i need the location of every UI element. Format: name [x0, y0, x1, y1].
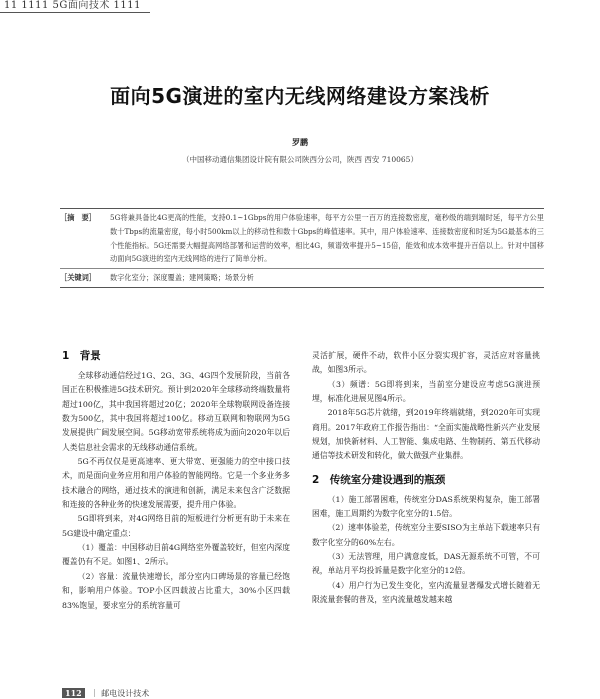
journal-name: ｜ 邮电设计技术 [90, 689, 150, 698]
abstract-row [60, 211, 544, 266]
paragraph: 5G不再仅仅是更高速率、更大带宽、更强能力的空中接口技术，而是面向业务应用和用户体验的智能网络。它是一个多业务多技术融合的网络，通过技术的演进和创新，满足未来包含广泛数据和连接的各种业务的快速发展需要，提升用户体验。 [62, 457, 290, 510]
abstract-block [60, 206, 544, 290]
paragraph: 2018年5G芯片就绪，到2019年终端就绪，到2020年可实现商用。2017年政府工作报告指出：“全面实施战略性新兴产业发展规划，加快新材料、人工智能、集成电路、生物制药、第五代移动通信等技术研发和转化，做大做强产业集群。 [312, 408, 540, 461]
section-2-heading: 2 传统室分建设遇到的瓶颈 [312, 473, 446, 486]
paragraph: 灵活扩展，硬件不动，软件小区分裂实现扩容，灵活应对容量挑战，如图3所示。 [312, 351, 540, 375]
abstract-top-rule [60, 208, 544, 209]
page-number: 112 [62, 688, 85, 698]
paragraph: （2）容量：流量快速增长，部分室内口碑场景的容量已经饱和，影响用户体验。TOP小区四载波占比重大，30%小区四载83%饱显，要求室分的系统容量可 [62, 571, 290, 610]
paragraph: （4）用户行为已发生变化，室内流量显著爆发式增长随着无限流量套餐的普及，室内流量越发越来越 [312, 580, 540, 605]
abstract-text: 5G将兼具备比4G更高的性能，支持0.1~1Gbps的用户体验速率，每平方公里一百万的连接数密度，毫秒级的端到端时延，每平方公里数十Tbps的流量密度，每小时500km以上的移动性和数十Gbps的峰值速率。其中，用户体验速率、连接数密度和时延为5G最基本的三个性能指标。5G还需要大幅提高网络部署和运营的效率，相比4G，频谱效率提升5~15倍，能效和成本效率提升百倍以上。针对中国移动面向5G演进的室内无线网络的进行了简单分析。 [110, 213, 544, 264]
header-rule [0, 12, 150, 13]
affiliation: （中国移动通信集团设计院有限公司陕西分公司，陕西 西安 710065） [182, 155, 418, 164]
section-1-heading: 1 背景 [62, 350, 101, 362]
paragraph: 全球移动通信经过1G、2G、3G、4G四个发展阶段，当前各国正在积极推进5G技术研究。预计到2020年全球移动终端数量将超过100亿，其中我国将超过20亿；2020年全球物联网设备连接数为500亿，其中我国将超过100亿。移动互联网和物联网为5G发展提供广阔发展空间。5G移动宽带系统将成为面向2020年以后人类信息社会需求的无线移动通信系统。 [62, 371, 290, 452]
abstract-bottom-rule [60, 287, 544, 288]
abstract-label: ［摘 要］ [60, 213, 96, 222]
keywords-label: ［关键词］ [60, 273, 96, 283]
paragraph: （3）频谱：5G即将到来，当前室分建设应考虑5G演进预埋，标准化进展见图4所示。 [312, 379, 540, 404]
keywords-row [60, 271, 544, 285]
paragraph: （3）无法管理，用户满意度低，DAS无源系统不可管，不可视，单站月平均投诉量是数字化室分的12倍。 [312, 552, 540, 576]
abstract-mid-rule [60, 268, 544, 269]
page-footer [62, 688, 149, 699]
author: 罗鹏 [292, 138, 308, 147]
paragraph: （1）施工部署困难，传统室分DAS系统架构复杂，施工部署困难，施工周期约为数字化室分的1.5倍。 [312, 494, 540, 519]
running-header: 11 1111 5G面向技术 1111 [4, 0, 142, 11]
keywords-text: 数字化室分；深度覆盖；建网策略；场景分析 [110, 273, 254, 283]
paragraph: （2）速率体验差，传统室分主要SISO为主单站下载速率只有数字化室分的60%左右。 [312, 523, 540, 547]
left-column [62, 349, 290, 613]
paragraph: 5G即将到来，对4G网络目前的短板进行分析更有助于未来在5G建设中确定重点： [62, 514, 290, 538]
right-column [312, 349, 540, 608]
paper-title: 面向5G演进的室内无线网络建设方案浅析 [110, 84, 490, 108]
paragraph: （1）覆盖：中国移动目前4G网络室外覆盖较好，但室内深度覆盖仍有不足。如图1、2所示。 [62, 543, 290, 567]
